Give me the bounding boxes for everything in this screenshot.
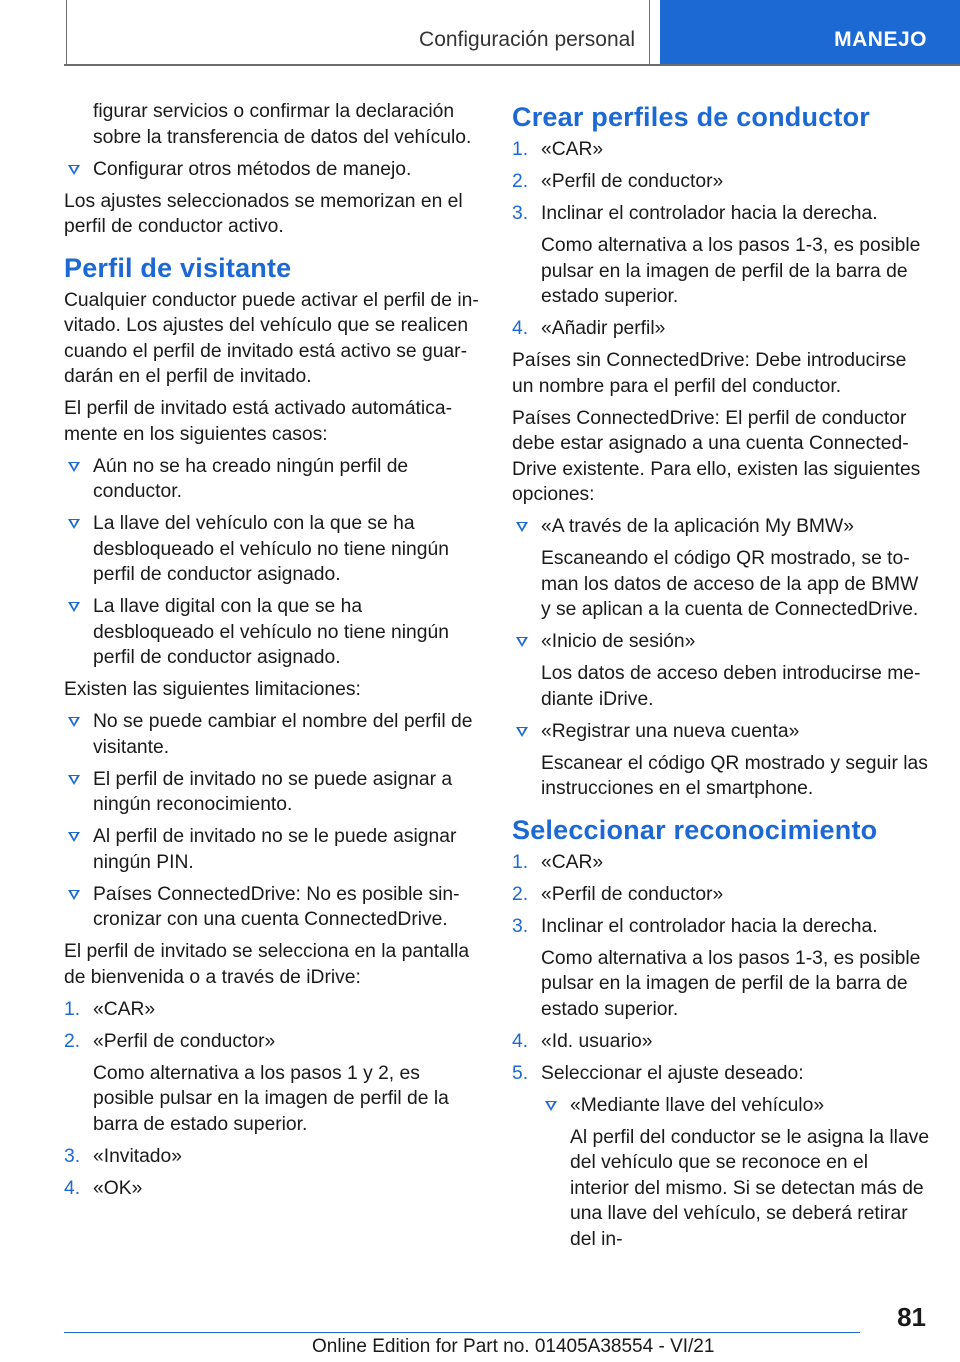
step-number: 4. [512,318,529,339]
left-column [64,99,482,1208]
numbered-step: 4. «Añadir perfil» [512,316,932,342]
triangle-bullet-icon [68,602,80,612]
list-item: La llave digital con la que se ha desbloqueado el vehículo no tiene ningún perfil de conductor asignado. [64,594,482,671]
step-number: 3. [512,203,529,224]
list-item: Aún no se ha creado ningún perfil de conductor. [64,454,482,505]
sub-option-note: Al perfil del conductor se le asigna la llave del vehículo que se reconoce en el interior del mismo. Si se detectan más de una llave del vehículo, se deberá retirar del in‑ [570,1126,930,1250]
edition-footer: Online Edition for Part no. 01405A38554 - VI/21 [312,1336,715,1357]
step-number: 3. [64,1145,81,1167]
step-number: 1. [64,998,81,1020]
paragraph: Cualquier conductor puede activar el perfil de invitado. Los ajustes del vehículo que se realicen cuando el perfil de invitado está activo se guardarán en el perfil de invitado. [64,289,479,387]
list-item: La llave del vehículo con la que se ha desbloqueado el vehículo no tiene ningún perfil de conductor asignado. [64,511,482,588]
numbered-step: 3. Inclinar el controlador hacia la derecha. [512,914,932,940]
step-number: 2. [512,883,529,905]
triangle-bullet-icon [68,717,80,727]
paragraph: Países sin ConnectedDrive: Debe introducirse un nombre para el perfil del conductor. [512,350,907,397]
triangle-bullet-icon [516,637,528,647]
numbered-step: 1. «CAR» [512,850,932,876]
option-note: Escaneando el código QR mostrado, se toman los datos de acceso de la app de BMW y se aplican a la cuenta de ConnectedDrive. [541,548,919,620]
list-item: Países ConnectedDrive: No es posible sincronizar con una cuenta ConnectedDrive. [64,882,482,933]
list-item: «A través de la aplicación My BMW» [512,514,932,540]
paragraph: El perfil de invitado está activado automáticamente en los siguientes casos: [64,398,452,445]
paragraph: El perfil de invitado se selecciona en la pantalla de bienvenida o a través de iDrive: [64,941,470,988]
list-item: El perfil de invitado no se puede asignar a ningún reconocimiento. [64,767,482,818]
paragraph: Los ajustes seleccionados se memorizan en el perfil de conductor activo. [64,190,463,237]
step-number: 3. [512,915,529,937]
step-note: Como alternativa a los pasos 1 y 2, es posible pulsar en la imagen de perfil de la barra de estado superior. [93,1062,449,1135]
triangle-bullet-icon [68,832,80,842]
triangle-bullet-icon [68,775,80,785]
triangle-bullet-icon [545,1101,557,1111]
heading-select-recognition: Seleccionar reconocimiento [512,814,878,845]
triangle-bullet-icon [68,519,80,529]
triangle-bullet-icon [68,462,80,472]
option-note: Los datos de acceso deben introducirse mediante iDrive. [541,663,921,710]
list-item: No se puede cambiar el nombre del perfil de visitante. [64,709,482,760]
numbered-step: 2. «Perfil de conductor» [512,169,932,195]
step-note: Como alternativa a los pasos 1‑3, es posible pulsar en la imagen de perfil de la barra de estado superior. [541,235,921,307]
numbered-step: 5. Seleccionar el ajuste deseado: [512,1061,932,1087]
section-title: Configuración personal [419,28,635,51]
step-number: 5. [512,1062,529,1084]
chapter-tab [660,0,960,64]
step-number: 1. [512,139,529,160]
numbered-step: 2. «Perfil de conductor» [64,1029,482,1055]
option-note: Escanear el código QR mostrado y seguir las instrucciones en el smartphone. [541,752,928,799]
heading-create-profiles: Crear perfiles de conductor [512,102,870,132]
numbered-step: 3. «Invitado» [64,1144,482,1170]
chapter-title: MANEJO [834,28,927,51]
list-item: Al perfil de invitado no se le puede asignar ningún PIN. [64,824,482,875]
heading-visitor-profile: Perfil de visitante [64,252,292,283]
header-rule [64,64,960,66]
numbered-step: 4. «Id. usuario» [512,1029,932,1055]
numbered-step: 3. Inclinar el controlador hacia la derecha. [512,201,932,227]
numbered-step: 2. «Perfil de conductor» [512,882,932,908]
numbered-step: 4. «OK» [64,1176,482,1202]
list-item: «Registrar una nueva cuenta» [512,719,932,745]
numbered-step: 1. «CAR» [512,137,932,163]
triangle-bullet-icon [516,727,528,737]
page-number: 81 [897,1302,926,1332]
triangle-bullet-icon [516,522,528,532]
step-number: 2. [512,171,529,192]
paragraph: Existen las siguientes limitaciones: [64,679,361,700]
sub-list-item: «Mediante llave del vehículo» [541,1093,932,1119]
step-number: 4. [512,1030,529,1052]
step-number: 2. [64,1030,81,1052]
right-column [512,99,932,1259]
running-header-section [66,0,650,64]
numbered-step: 1. «CAR» [64,997,482,1023]
list-item: «Inicio de sesión» [512,629,932,655]
triangle-bullet-icon [68,890,80,900]
step-number: 4. [64,1177,81,1199]
step-note: Como alternativa a los pasos 1‑3, es posible pulsar en la imagen de perfil de la barra de estado superior. [541,947,921,1020]
footer-rule [64,1332,860,1333]
list-item: Configurar otros métodos de manejo. [64,157,482,183]
continued-bullet-text: figurar servicios o confirmar la declaración sobre la transferencia de datos del vehículo. [93,101,472,148]
triangle-bullet-icon [68,165,80,175]
step-number: 1. [512,851,529,873]
paragraph: Países ConnectedDrive: El perfil de conductor debe estar asignado a una cuenta ConnectedDrive existente. Para ello, existen las siguientes opciones: [512,407,921,505]
